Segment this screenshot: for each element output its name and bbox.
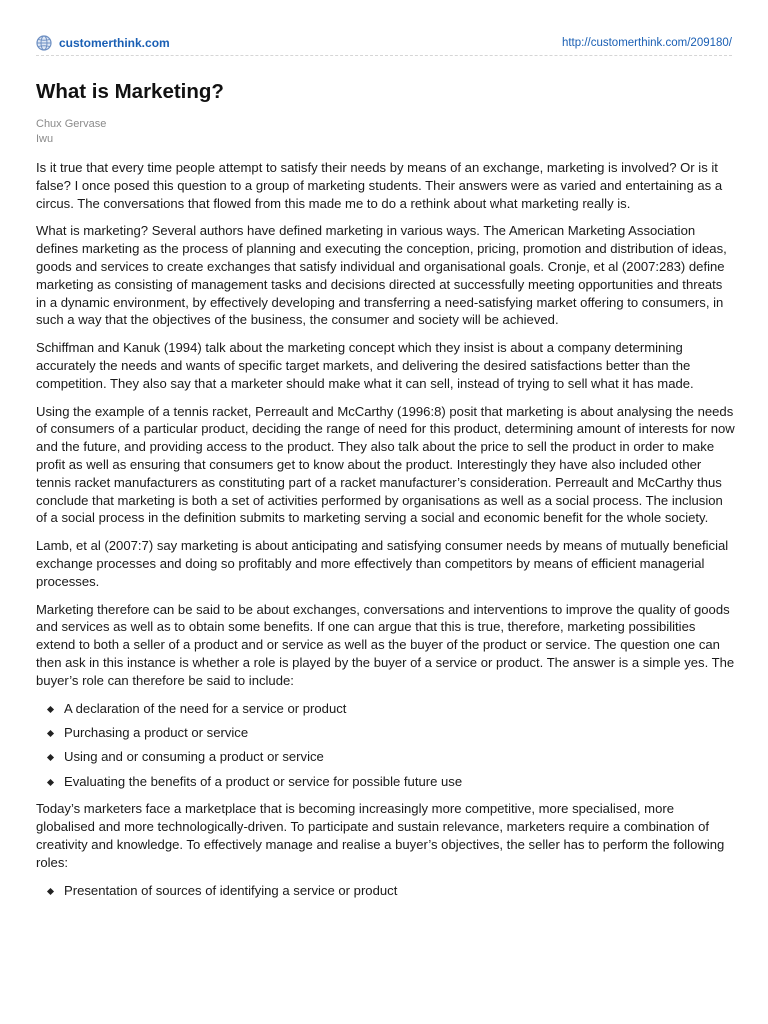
- seller-roles-list: [36, 882, 736, 900]
- paragraph: Today’s marketers face a marketplace that is becoming increasingly more competitive, more specialised, more globalised and more technologically-driven. To participate and sustain relevance, marketers require a combination of creativity and knowledge. To effectively manage and realise a buyer’s objectives, the seller has to perform the following roles:: [36, 801, 725, 870]
- list-item: A declaration of the need for a service or product: [36, 700, 736, 718]
- page-header: [36, 32, 732, 54]
- site-branding: [36, 35, 170, 51]
- paragraph: What is marketing? Several authors have defined marketing in various ways. The American Marketing Association defines marketing as the process of planning and executing the conception, pricing, promotion and distribution of ideas, goods and services to create exchanges that satisfy individual and organisational goals. Cronje, et al (2007:283) define marketing as consisting of management tasks and decisions directed at successfully meeting opportunities and threats in a dynamic environment, by effectively developing and transferring a need-satisfying market offering to consumers, in such a way that the objectives of the business, the consumer and society will be achieved.: [36, 223, 727, 328]
- globe-icon: [36, 35, 52, 51]
- header-divider: [36, 55, 732, 56]
- article: [36, 78, 736, 906]
- paragraph: Lamb, et al (2007:7) say marketing is about anticipating and satisfying consumer needs by means of mutually beneficial exchange processes and doing so profitably and more effectively than competitors by means of efficient managerial processes.: [36, 538, 729, 589]
- article-title: What is Marketing?: [36, 80, 224, 103]
- list-item: Using and or consuming a product or service: [36, 748, 736, 766]
- list-item: Presentation of sources of identifying a service or product: [36, 882, 736, 900]
- list-item: Purchasing a product or service: [36, 724, 736, 742]
- source-url-link[interactable]: http://customerthink.com/209180/: [561, 37, 732, 49]
- site-name-link[interactable]: customerthink.com: [59, 36, 170, 50]
- paragraph: Schiffman and Kanuk (1994) talk about the marketing concept which they insist is about a company determining accurately the needs and wants of specific target markets, and delivering the desired satisfactions better than the competition. They also say that a marketer should make what it can sell, instead of trying to sell what it has made.: [36, 340, 694, 391]
- paragraph: Using the example of a tennis racket, Perreault and McCarthy (1996:8) posit that marketing is about analysing the needs of consumers of a particular product, deciding the range of need for this product, determining amount of interests for now and the future, and providing access to the product. They also talk about the price to sell the product in order to make profit as well as ensuring that consumers get to know about the product. Interestingly they have also included other tennis racket manufacturers as constituting part of a racket manufacturer’s consideration. Perreault and McCarthy thus conclude that marketing is both a set of activities performed by organisations as well as a social process. The inclusion of a social process in the definition submits to marketing serving a social and economic benefit for the whole society.: [36, 403, 735, 526]
- author-byline: [36, 117, 736, 147]
- paragraph: Marketing therefore can be said to be about exchanges, conversations and interventions to improve the quality of goods and services as well as to obtain some benefits. If one can argue that this is true, therefore, marketing possibilities extend to both a seller of a product and or service as well as the buyer of the product or service. The question one can then ask in this instance is whether a role is played by the buyer of a service or product. The answer is a simple yes. The buyer’s role can therefore be said to include:: [36, 601, 735, 688]
- list-item: Evaluating the benefits of a product or service for possible future use: [36, 773, 736, 791]
- author-last-name: Iwu: [36, 133, 54, 145]
- author-first-name: Chux Gervase: [36, 118, 107, 130]
- buyer-roles-list: [36, 700, 736, 791]
- paragraph: Is it true that every time people attempt to satisfy their needs by means of an exchange, marketing is involved? Or is it false? I once posed this question to a group of marketing students. Their answers were as varied and entertaining as a circus. The conversations that flowed from this made me to do a rethink about what marketing really is.: [36, 160, 723, 211]
